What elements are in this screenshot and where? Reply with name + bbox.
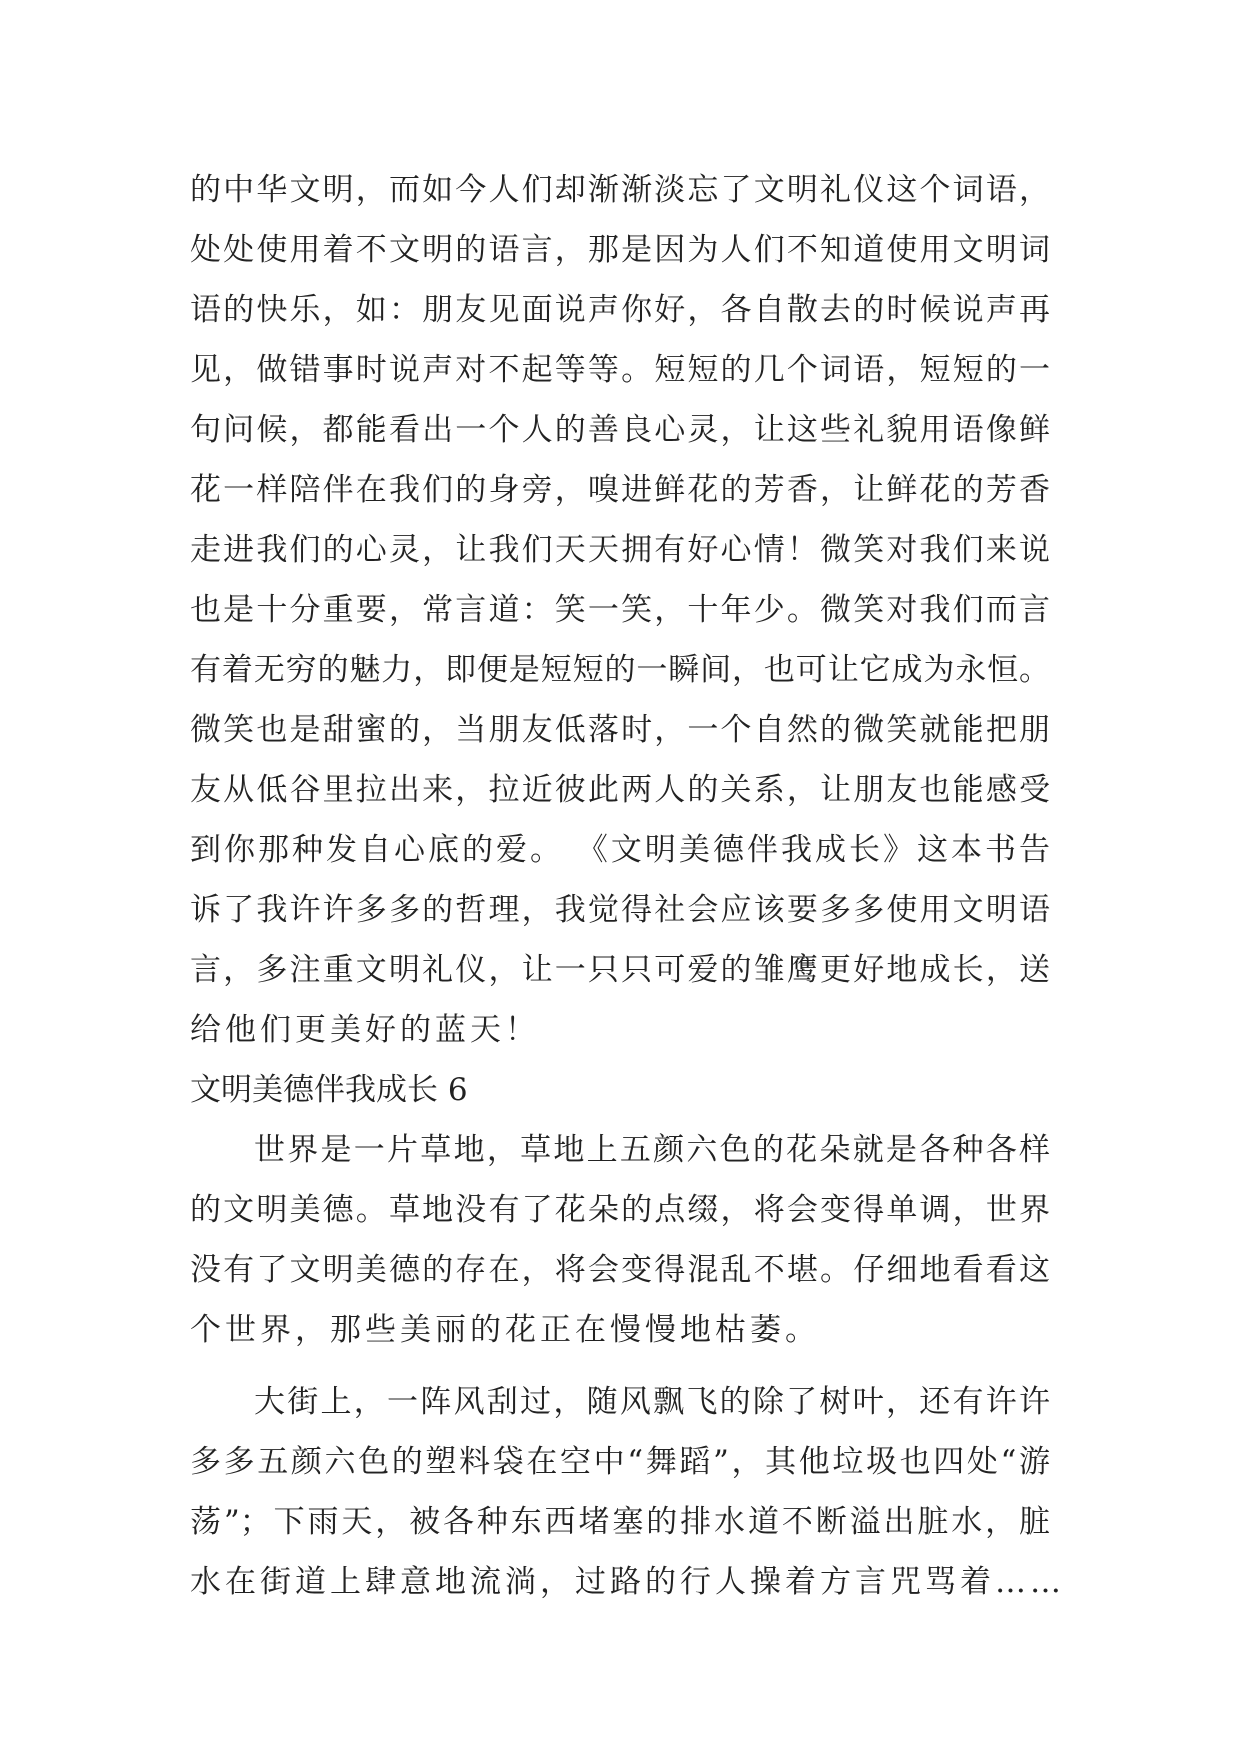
text-line: 也是十分重要，常言道：笑一笑，十年少。微笑对我们而言 (190, 592, 1050, 628)
text-line: 给他们更美好的蓝天！ (190, 1012, 540, 1048)
paragraph-2 (190, 1120, 1050, 1360)
section-heading: 文明美德伴我成长 6 (190, 1072, 468, 1108)
paragraph-3 (190, 1372, 1065, 1612)
text-line: 的文明美德。草地没有了花朵的点缀，将会变得单调，世界 (190, 1192, 1050, 1228)
text-line: 语的快乐，如：朋友见面说声你好，各自散去的时候说声再 (190, 292, 1050, 328)
text-line: 诉了我许许多多的哲理，我觉得社会应该要多多使用文明语 (190, 892, 1050, 928)
text-line: 友从低谷里拉出来，拉近彼此两人的关系，让朋友也能感受 (190, 772, 1050, 808)
text-line: 大街上，一阵风刮过，随风飘飞的除了树叶，还有许许 (254, 1384, 1050, 1420)
text-line: 言，多注重文明礼仪，让一只只可爱的雏鹰更好地成长，送 (190, 952, 1050, 988)
text-line: 花一样陪伴在我们的身旁，嗅进鲜花的芳香，让鲜花的芳香 (190, 472, 1050, 508)
text-line: 句问候，都能看出一个人的善良心灵，让这些礼貌用语像鲜 (190, 412, 1050, 448)
paragraph-spacer (190, 1360, 1050, 1372)
text-line: 处处使用着不文明的语言，那是因为人们不知道使用文明词 (190, 232, 1050, 268)
text-line: 水在街道上肆意地流淌，过路的行人操着方言咒骂着…… (190, 1564, 1065, 1600)
text-line: 到你那种发自心底的爱。 《文明美德伴我成长》这本书告 (190, 832, 1050, 868)
text-line: 荡”；下雨天，被各种东西堵塞的排水道不断溢出脏水，脏 (190, 1504, 1050, 1540)
document-body (190, 160, 1065, 1612)
text-line: 微笑也是甜蜜的，当朋友低落时，一个自然的微笑就能把朋 (190, 712, 1050, 748)
text-line: 的中华文明，而如今人们却渐渐淡忘了文明礼仪这个词语， (190, 172, 1050, 208)
text-line: 多多五颜六色的塑料袋在空中“舞蹈”，其他垃圾也四处“游 (190, 1444, 1050, 1480)
text-line: 个世界，那些美丽的花正在慢慢地枯萎。 (190, 1312, 820, 1348)
paragraph-1 (190, 160, 1050, 1060)
text-line: 走进我们的心灵，让我们天天拥有好心情！微笑对我们来说 (190, 532, 1050, 568)
text-line: 有着无穷的魅力，即便是短短的一瞬间，也可让它成为永恒。 (190, 652, 1050, 688)
text-line: 见，做错事时说声对不起等等。短短的几个词语，短短的一 (190, 352, 1050, 388)
text-line: 没有了文明美德的存在，将会变得混乱不堪。仔细地看看这 (190, 1252, 1050, 1288)
text-line: 世界是一片草地，草地上五颜六色的花朵就是各种各样 (254, 1132, 1050, 1168)
